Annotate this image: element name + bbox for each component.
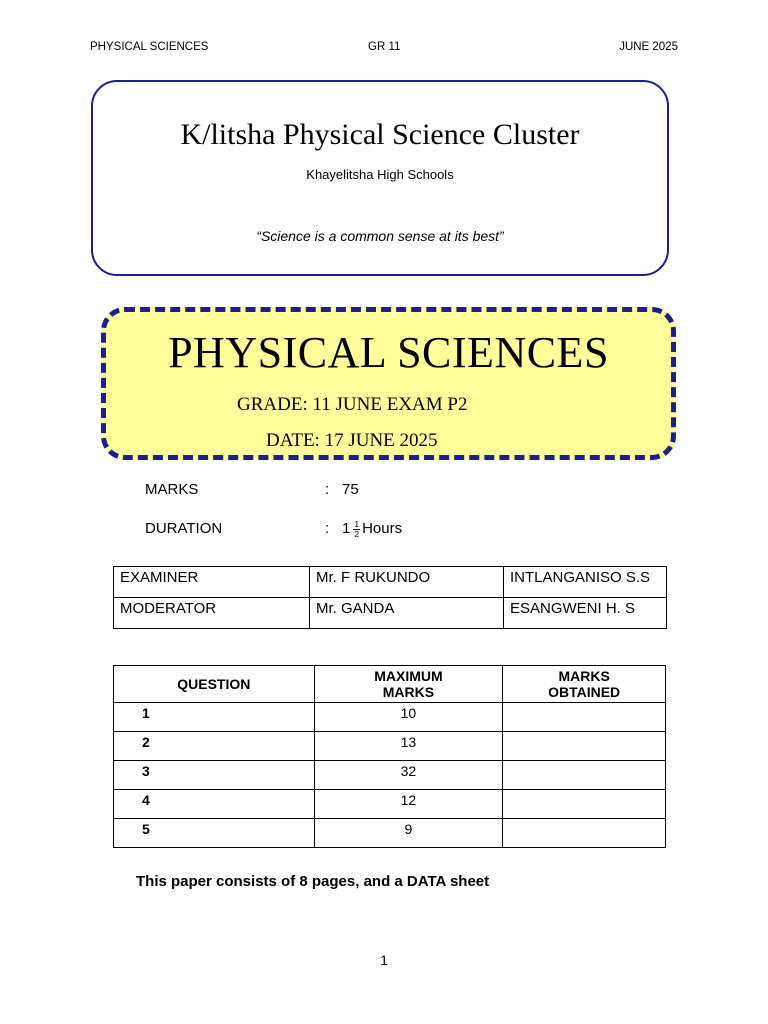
header-grade: GR 11 — [368, 41, 401, 53]
marks-obtained-header — [503, 666, 666, 703]
maximum-marks: 10 — [314, 703, 503, 732]
duration-whole: 1 — [342, 520, 351, 537]
header-line: MARKS — [558, 668, 610, 684]
header-line: OBTAINED — [548, 684, 621, 700]
table-row — [114, 598, 667, 629]
maximum-marks-header — [314, 666, 503, 703]
marks-value: 75 — [342, 481, 359, 498]
marks-separator: : — [325, 481, 330, 498]
question-header: QUESTION — [114, 666, 315, 703]
exam-date-line: DATE: 17 JUNE 2025 — [266, 430, 438, 451]
table-row — [114, 703, 666, 732]
fraction-denominator: 2 — [354, 528, 360, 539]
page-count-note: This paper consists of 8 pages, and a DATA sheet — [136, 873, 490, 890]
duration-separator: : — [325, 520, 330, 537]
table-row — [114, 567, 667, 598]
exam-grade-line: GRADE: 11 JUNE EXAM P2 — [237, 394, 468, 415]
question-number: 1 — [114, 703, 315, 732]
header-line: MARKS — [382, 684, 435, 700]
marks-obtained — [503, 732, 666, 761]
staff-name: Mr. GANDA — [310, 598, 504, 629]
header-subject: PHYSICAL SCIENCES — [90, 41, 209, 53]
marks-obtained — [503, 790, 666, 819]
staff-name: Mr. F RUKUNDO — [310, 567, 504, 598]
table-row — [114, 790, 666, 819]
duration-unit: Hours — [362, 520, 403, 537]
marks-table — [113, 665, 666, 848]
fraction-numerator: 1 — [354, 518, 360, 529]
header-date: JUNE 2025 — [619, 41, 678, 53]
subject-title: PHYSICAL SCIENCES — [168, 328, 609, 377]
staff-role: EXAMINER — [114, 567, 310, 598]
duration-fraction — [353, 520, 360, 539]
staff-table — [113, 566, 667, 629]
staff-role: MODERATOR — [114, 598, 310, 629]
maximum-marks: 9 — [314, 819, 503, 848]
duration-label: DURATION — [145, 520, 223, 537]
question-number: 2 — [114, 732, 315, 761]
cluster-title: K/litsha Physical Science Cluster — [180, 118, 580, 151]
table-header-row — [114, 666, 666, 703]
question-number: 4 — [114, 790, 315, 819]
subject-banner — [101, 307, 676, 460]
question-number: 5 — [114, 819, 315, 848]
table-row — [114, 732, 666, 761]
marks-obtained — [503, 819, 666, 848]
marks-label: MARKS — [145, 481, 199, 498]
table-row — [114, 761, 666, 790]
table-row — [114, 819, 666, 848]
cluster-motto: “Science is a common sense at its best” — [256, 228, 504, 244]
cluster-box — [91, 80, 669, 276]
marks-obtained — [503, 703, 666, 732]
staff-school: INTLANGANISO S.S — [504, 567, 667, 598]
staff-school: ESANGWENI H. S — [504, 598, 667, 629]
question-number: 3 — [114, 761, 315, 790]
page-number: 1 — [380, 952, 388, 968]
duration-value — [342, 516, 402, 542]
marks-obtained — [503, 761, 666, 790]
header-line: MAXIMUM — [374, 668, 443, 684]
cluster-subtitle: Khayelitsha High Schools — [306, 167, 454, 182]
maximum-marks: 13 — [314, 732, 503, 761]
maximum-marks: 12 — [314, 790, 503, 819]
maximum-marks: 32 — [314, 761, 503, 790]
